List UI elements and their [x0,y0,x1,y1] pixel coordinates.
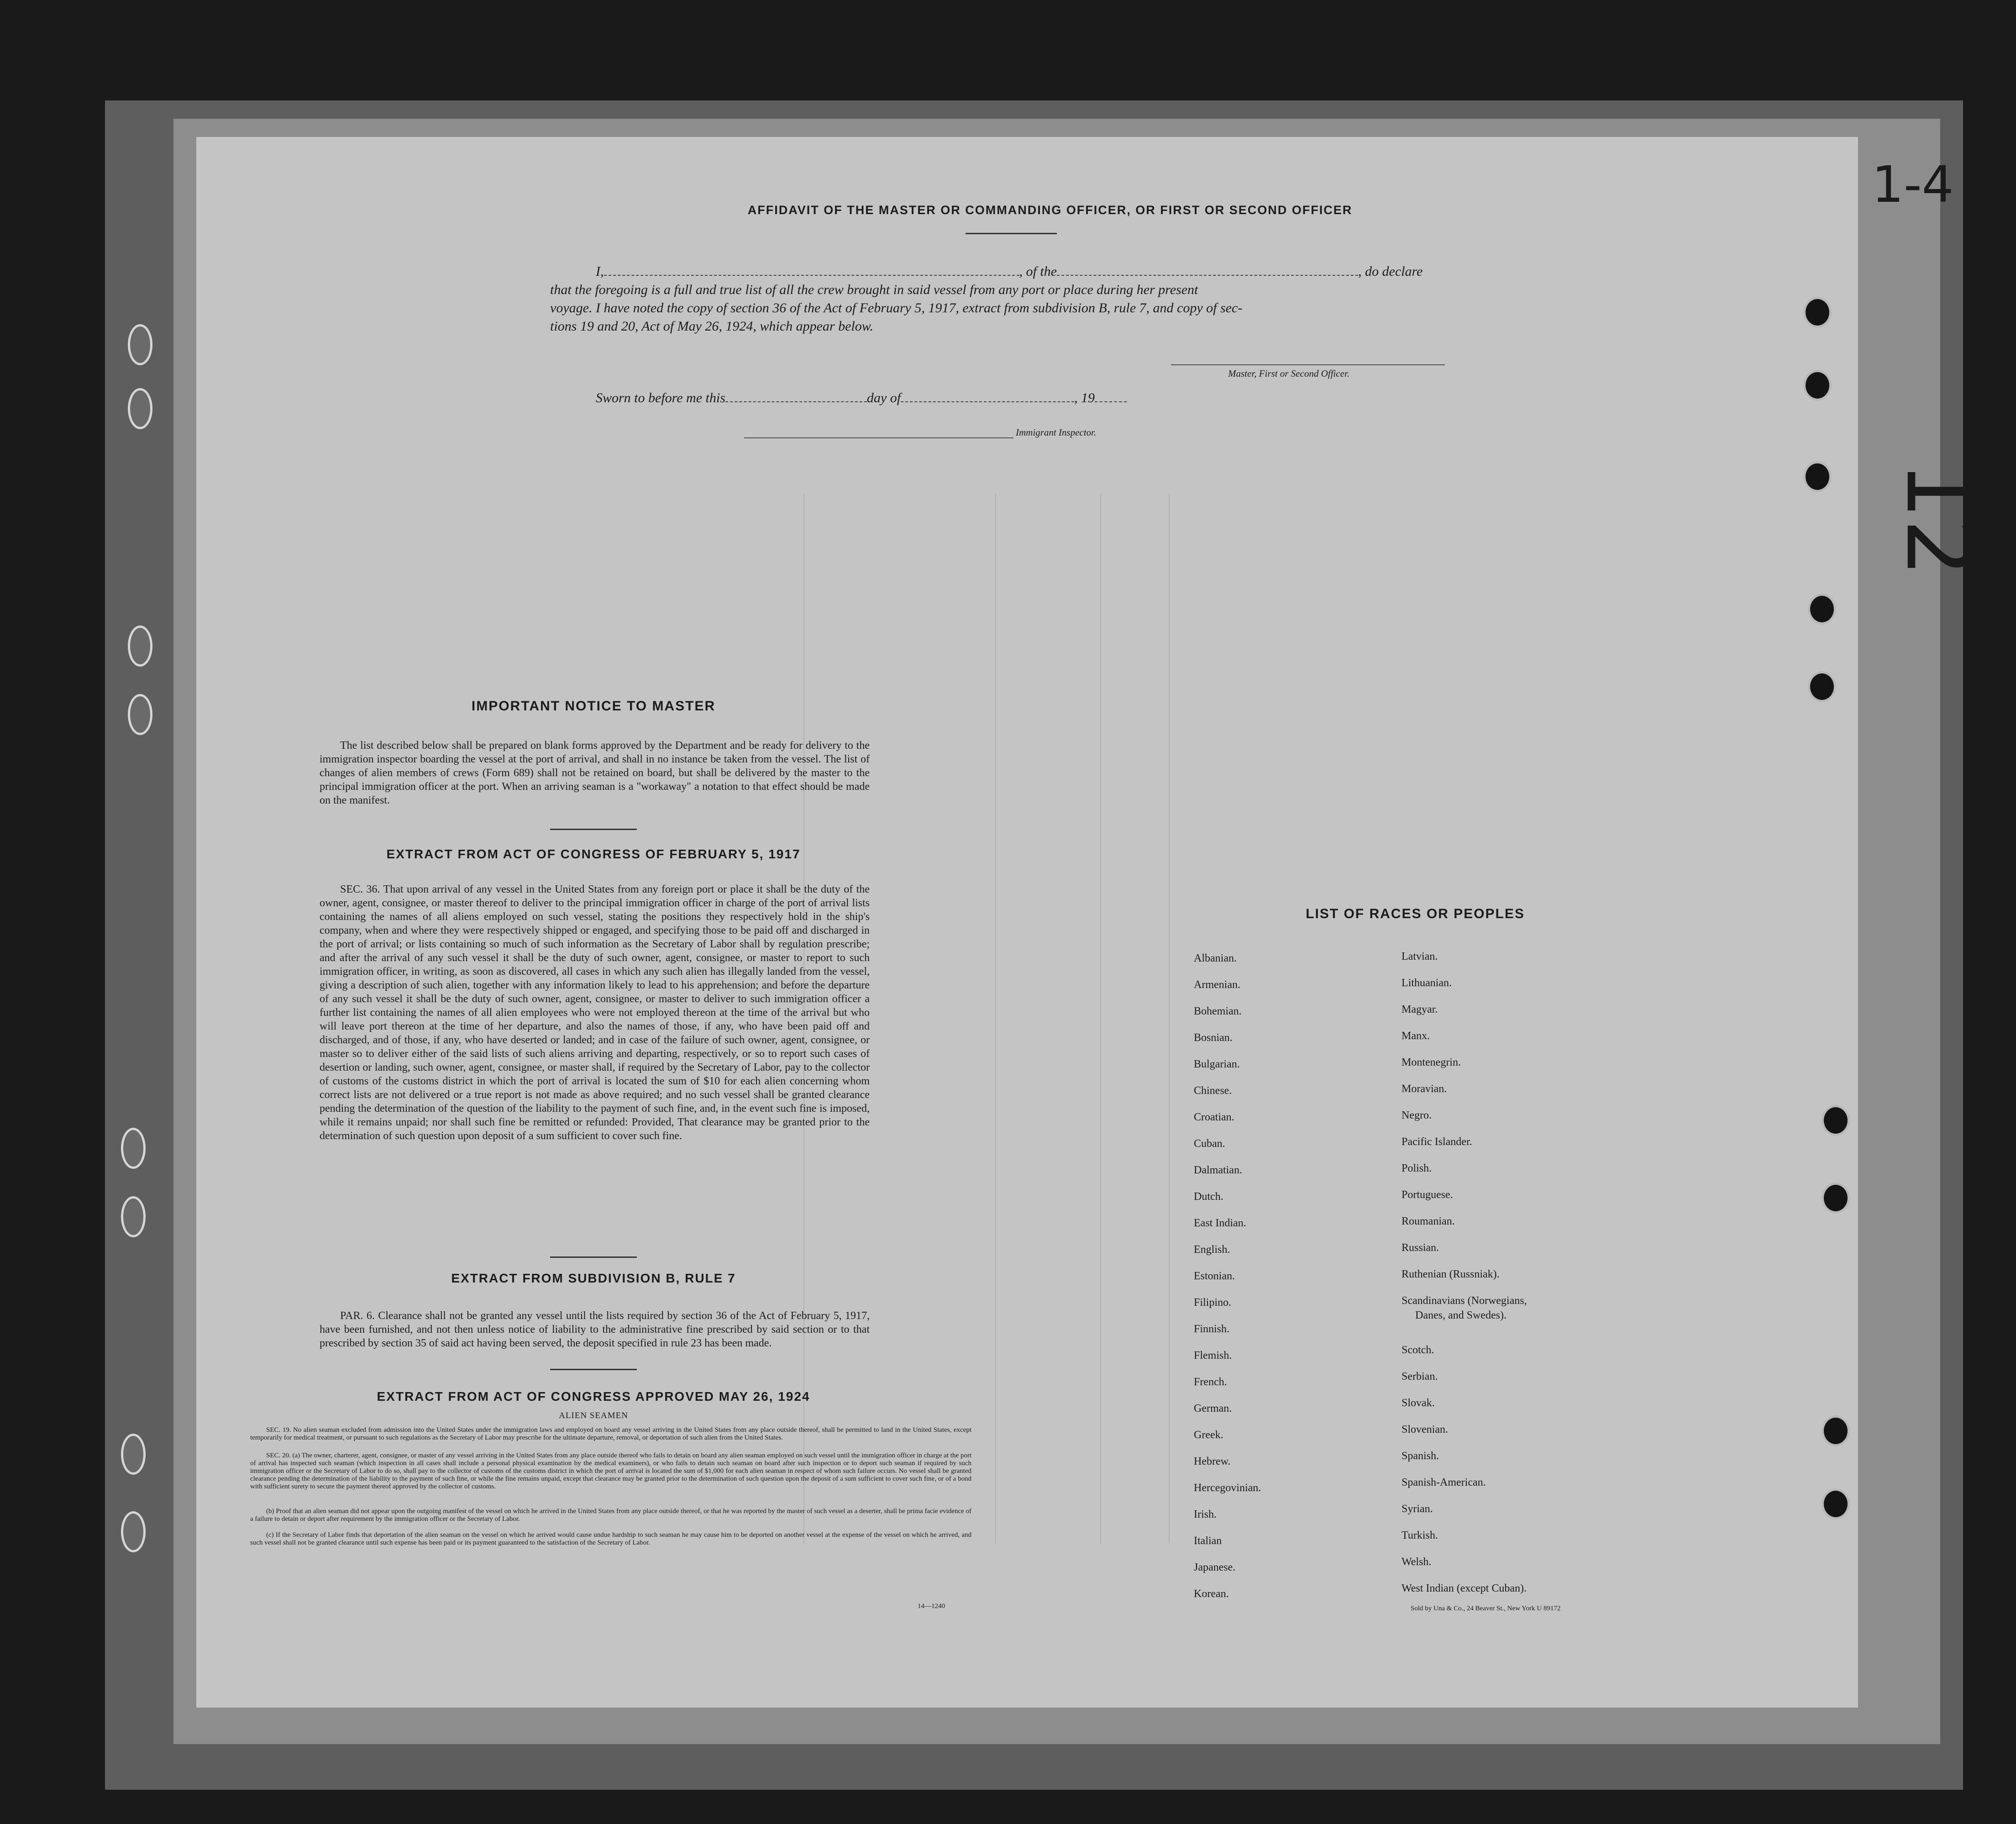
race-item: Pacific Islander. [1402,1136,1472,1148]
binder-hole [128,694,152,735]
race-item: West Indian (except Cuban). [1402,1582,1527,1594]
extract-1917-title: EXTRACT FROM ACT OF CONGRESS OF FEBRUARY 5, 1917 [386,847,801,861]
signature-line-master[interactable] [1171,364,1445,365]
race-item: Montenegrin. [1402,1057,1461,1068]
race-item: Ruthenian (Russniak). [1402,1268,1500,1280]
race-item: Scotch. [1402,1344,1434,1356]
race-item: Scandinavians (Norwegians, [1402,1295,1527,1307]
binder-hole [121,1196,146,1237]
race-item: Italian [1194,1535,1222,1547]
binder-hole [128,626,152,667]
race-item: Finnish. [1194,1323,1230,1335]
race-item: Dalmatian. [1194,1164,1242,1176]
column-rule [1169,493,1170,1543]
notice-body: The list described below shall be prepared on blank forms approved by the Department and be ready for delivery to the immigration inspector boarding the vessel at the port of arrival, and shall in no instance be taken from the vessel. The list of changes of alien members of crews (Form 689) shall not be retained on board, but shall be delivered by the master to the principal immigration officer at the port. When an arriving seaman is a "workaway" a notation to that effect should be made on the manifest. [320,740,870,806]
binder-hole [1808,594,1836,625]
race-item: East Indian. [1194,1217,1246,1229]
race-item: Syrian. [1402,1503,1433,1515]
extract-1924-subtitle: ALIEN SEAMEN [559,1411,628,1420]
race-item: Negro. [1402,1109,1432,1121]
race-item: Hebrew. [1194,1456,1231,1467]
margin-number-top: 1-4 [1872,155,1954,214]
race-item: Slovenian. [1402,1424,1448,1435]
race-item: Polish. [1402,1162,1432,1174]
affidavit-title: AFFIDAVIT OF THE MASTER OR COMMANDING OFFICER, OR FIRST OR SECOND OFFICER [747,203,1353,217]
sworn-line: Sworn to before me this day of , 19 [596,390,1127,406]
inspector-label: Immigrant Inspector. [1016,427,1097,438]
sec-20b: (b) Proof that an alien seaman did not appear upon the outgoing manifest of the vessel on which he arrived in the United States from any place outside thereof, or that he was reported by the master of such vessel as a deserter, shall be prima facie evidence of a failure to detain or deport after requirement by the immigration officer or the Secretary of Labor. [250,1508,971,1523]
race-item: Japanese. [1194,1561,1236,1573]
race-item: Irish. [1194,1509,1217,1520]
race-item: Croatian. [1194,1111,1234,1123]
binder-hole [121,1511,146,1552]
affidavit-line-4: tions 19 and 20, Act of May 26, 1924, which appear below. [550,319,874,334]
races-title: LIST OF RACES OR PEOPLES [1306,906,1525,921]
extract-rule7-title: EXTRACT FROM SUBDIVISION B, RULE 7 [451,1271,736,1285]
race-item: French. [1194,1376,1227,1388]
binder-hole [1803,370,1832,401]
binder-hole [121,1434,146,1475]
race-item: Hercegovinian. [1194,1482,1261,1494]
divider [550,1256,637,1258]
binder-hole [1822,1183,1850,1214]
binder-hole [128,388,152,429]
race-item: Portuguese. [1402,1189,1453,1201]
race-item: Bosnian. [1194,1032,1233,1044]
form-number: 14—1240 [918,1603,945,1610]
race-item: Magyar. [1402,1004,1438,1015]
divider [966,233,1057,234]
race-item: Moravian. [1402,1083,1447,1095]
race-item: Filipino. [1194,1297,1232,1309]
race-item: Latvian. [1402,951,1438,962]
race-item: Albanian. [1194,952,1237,964]
margin-number-side: 12 [1885,461,1992,577]
column-rule [995,493,996,1543]
race-item: German. [1194,1403,1232,1414]
binder-hole [1803,297,1832,328]
binder-hole [1822,1488,1850,1519]
race-item: Serbian. [1402,1371,1438,1382]
race-item: Russian. [1402,1242,1439,1254]
race-item: English. [1194,1244,1230,1256]
extract-rule7-body: PAR. 6. Clearance shall not be granted any vessel until the lists required by section 36 of the Act of February 5, 1917, have been furnished, and not then unless notice of liability to the administrative fine prescribed by said section or to that prescribed by section 35 of said act having been served, the deposit specified in rule 23 has been made. [320,1310,870,1349]
race-item: Manx. [1402,1030,1430,1042]
affidavit-line-3: voyage. I have noted the copy of section 36 of the Act of February 5, 1917, extract from subdivision B, rule 7, and copy of sec- [550,300,1243,315]
race-item: Slovak. [1402,1397,1435,1409]
seller-imprint: Sold by Una & Co., 24 Beaver St., New York U 89172 [1411,1605,1561,1612]
affidavit-line-2: that the foregoing is a full and true list of all the crew brought in said vessel from any port or place during her present [550,282,1198,297]
column-rule [1100,493,1101,1543]
race-item: Turkish. [1402,1530,1438,1541]
extract-1924-title: EXTRACT FROM ACT OF CONGRESS APPROVED MAY 26, 1924 [377,1389,810,1403]
divider [550,1369,637,1370]
race-item: Spanish. [1402,1450,1439,1462]
binder-hole [1822,1415,1850,1446]
divider [550,829,637,830]
binder-hole [1803,461,1832,492]
race-item: Bulgarian. [1194,1058,1240,1070]
race-item: Cuban. [1194,1138,1225,1150]
extract-1917-body: SEC. 36. That upon arrival of any vessel in the United States from any foreign port or place it shall be the duty of the owner, agent, consignee, or master thereof to deliver to the principal immigration officer in charge of the port of arrival lists containing the names of all aliens employed on such vessel, stating the positions they respectively hold in the ship's company, when and where they were respectively shipped or engaged, and specifying those to be paid off and discharged in the port of arrival; or lists containing so much of such information as the Secretary of Labor shall by regulation prescribe; and after the arrival of any such vessel it shall be the duty of such owner, agent, consignee, or master to report to such immigration officer, in writing, as soon as discovered, all cases in which any such alien has illegally landed from the vessel, giving a description of such alien, together with any information likely to lead to his apprehension; and before the departure of any such vessel it shall be the duty of such owner, agent, consignee, or master to deliver to such immigration officer a further list containing the names of all alien employees who were not employed thereon at the time of the arrival but who will leave port thereon at the time of her departure, and also the names of those, if any, who have been paid off and discharged, and of those, if any, who have deserted or landed; and in case of the failure of such owner, agent, consignee, or master so to deliver either of the said lists of such aliens arriving and departing, respectively, or so to report such cases of desertion or landing, such owner, agent, consignee, or master shall, if required by the Secretary of Labor, pay to the collector of customs of the customs district in which the port of arrival is located the sum of $10 for each alien concerning whom correct lists are not delivered or a true report is not made as above required; and no such vessel shall be granted clearance pending the determination of the question of the liability to the payment of such fine, and, in the event such fine is imposed, while it remains unpaid; nor shall such fine be remitted or refunded: Provided, That clearance may be granted prior to the determination of such question upon deposit of a sum sufficient to cover such fine. [320,883,870,1142]
race-item: Danes, and Swedes). [1415,1309,1507,1321]
race-item: Estonian. [1194,1270,1235,1282]
race-item: Korean. [1194,1588,1229,1600]
race-item: Chinese. [1194,1085,1232,1097]
race-item: Bohemian. [1194,1005,1242,1017]
race-item: Lithuanian. [1402,977,1452,989]
race-item: Spanish-American. [1402,1477,1486,1488]
race-item: Flemish. [1194,1350,1232,1361]
notice-title: IMPORTANT NOTICE TO MASTER [471,699,716,714]
binder-hole [1808,671,1836,702]
race-item: Greek. [1194,1429,1223,1441]
race-item: Dutch. [1194,1191,1223,1203]
binder-hole [128,324,152,365]
sec-20c: (c) If the Secretary of Labor finds that deportation of the alien seaman on the vessel on which he arrived would cause undue hardship to such seaman he may cause him to be deported on another vessel at the expense of the vessel on which he arrived, and such vessel shall not be granted clearance until such expense has been paid or its payment guaranteed to the satisfaction of the Secretary of Labor. [250,1531,971,1546]
race-item: Armenian. [1194,979,1240,991]
sec-20a: SEC. 20. (a) The owner, charterer, agent, consignee, or master of any vessel arriving in the United States from any place outside thereof who fails to detain on board any alien seaman employed on such vessel until the immigration officer in charge at the port of arrival has inspected such seaman (which inspection in all cases shall include a personal physical examination by the medical examiners), or who fails to detain such seaman on board after such inspection or to deport such seaman if required by such immigration officer or the Secretary of Labor to do so, shall pay to the collector of customs of the customs district in which the port of arrival is located the sum of $1,000 for each alien seaman in respect of whom such failure occurs. No vessel shall be granted clearance pending the determination of the liability to the payment of such fine, or while the fine remains unpaid, except that clearance may be granted prior to the determination of such question upon the deposit of a sum sufficient to cover such fine, or of a bond with sufficient surety to secure the payment thereof approved by the collector of customs. [250,1452,971,1490]
affidavit-i: I, , of the , do declare [596,264,1423,279]
race-item: Welsh. [1402,1556,1432,1568]
master-label: Master, First or Second Officer. [1228,368,1349,379]
binder-hole [121,1128,146,1169]
signature-line-inspector[interactable] [744,437,1013,438]
race-item: Roumanian. [1402,1215,1455,1227]
binder-hole [1822,1105,1850,1136]
sec-19: SEC. 19. No alien seaman excluded from admission into the United States under the immigration laws and employed on board any vessel arriving in the United States from any place outside thereof, shall be permitted to land in the United States, except temporarily for medical treatment, or pursuant to such regulations as the Secretary of Labor may prescribe for the ultimate departure, removal, or deportation of such alien from the United States. [250,1426,971,1441]
